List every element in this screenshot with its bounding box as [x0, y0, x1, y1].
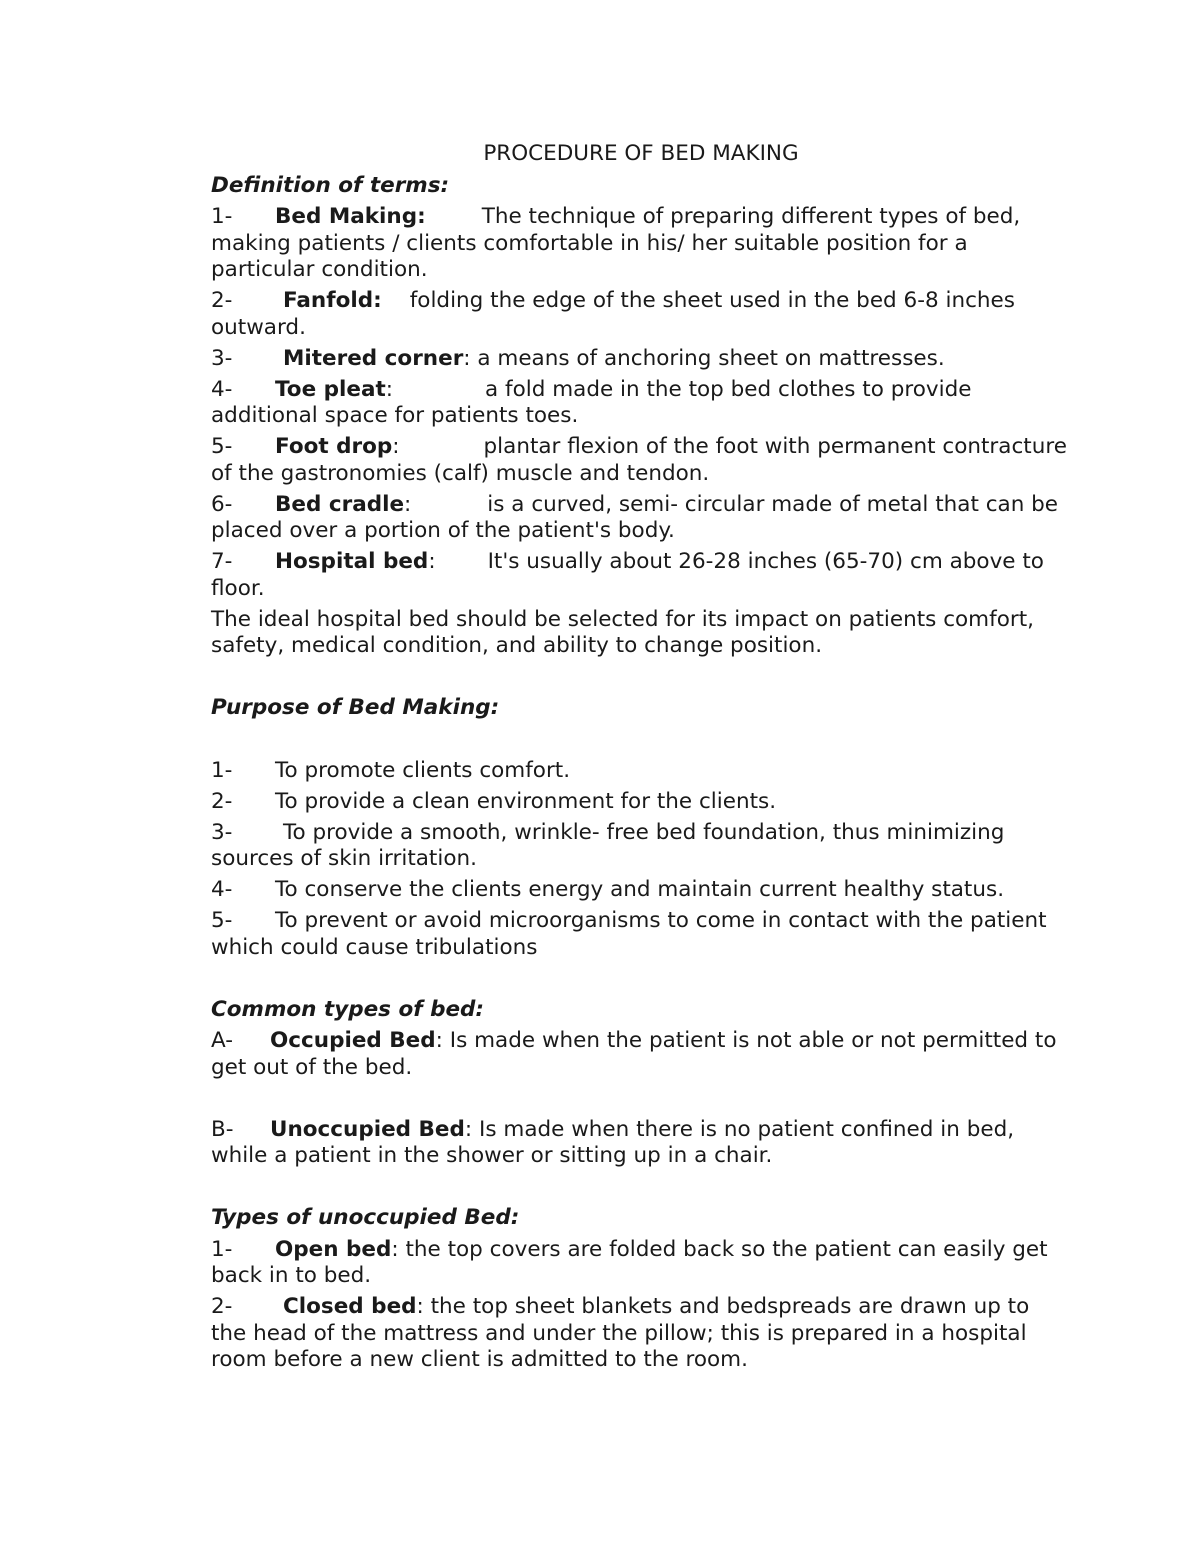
- item-number: 3-: [211, 819, 233, 845]
- unoccupied-type-text: : the top sheet blankets and bedspreads are drawn up to the head of the mattress and under the pillow; this is prepared in a hospital room before a new client is admitted to the room.: [211, 1294, 1030, 1372]
- item-number: 4-: [211, 376, 233, 402]
- definition-item: [211, 204, 1071, 284]
- purpose-text: To conserve the clients energy and maintain current healthy status.: [275, 877, 1005, 902]
- purpose-item: [211, 877, 1071, 904]
- unoccupied-type-term: Open bed: [275, 1236, 392, 1262]
- item-number: 4-: [211, 877, 233, 902]
- definitions-heading: Definition of terms:: [211, 172, 450, 198]
- unoccupied-type-item: [211, 1294, 1071, 1374]
- bed-type-text: : Is made when there is no patient confined in bed, while a patient in the shower or sitting up in a chair.: [211, 1116, 1015, 1168]
- item-number: B-: [211, 1116, 234, 1142]
- definition-term: Mitered corner: [283, 345, 464, 371]
- purpose-text: To prevent or avoid microorganisms to come in contact with the patient which could cause tribulations: [211, 908, 1047, 960]
- definitions-note: The ideal hospital bed should be selected for its impact on patients comfort, safety, medical condition, and ability to change position.: [211, 606, 1034, 658]
- item-number: 1-: [211, 1236, 233, 1262]
- colon: :: [392, 434, 400, 459]
- item-number: 1-: [211, 757, 233, 783]
- purpose-item: [211, 789, 1071, 816]
- colon: :: [404, 491, 412, 517]
- definition-text: It's usually about 26-28 inches (65-70) cm above to floor.: [211, 549, 1044, 601]
- item-number: 5-: [211, 908, 233, 933]
- definition-item: [211, 288, 1071, 341]
- definition-term: Fanfold:: [283, 288, 382, 313]
- definition-term: Toe pleat: [275, 376, 386, 402]
- unoccupied-types-heading: Types of unoccupied Bed:: [211, 1205, 520, 1230]
- purpose-heading: Purpose of Bed Making:: [211, 695, 500, 720]
- purpose-item: [211, 820, 1071, 873]
- common-types-heading: Common types of bed:: [211, 996, 485, 1022]
- purpose-text: To promote clients comfort.: [275, 757, 571, 783]
- purpose-text: To provide a smooth, wrinkle- free bed foundation, thus minimizing sources of skin irritation.: [211, 819, 1005, 871]
- item-number: 2-: [211, 288, 233, 313]
- purpose-item: [211, 758, 1071, 785]
- item-number: A-: [211, 1028, 233, 1053]
- unoccupied-type-term: Closed bed: [283, 1294, 417, 1319]
- bed-type-item: [211, 1117, 1071, 1170]
- item-number: 1-: [211, 204, 233, 229]
- purpose-item: [211, 908, 1071, 961]
- item-number: 6-: [211, 491, 233, 517]
- definition-text: : a means of anchoring sheet on mattresses.: [463, 345, 945, 371]
- item-number: 3-: [211, 345, 233, 371]
- bed-type-text: : Is made when the patient is not able or not permitted to get out of the bed.: [211, 1028, 1057, 1080]
- definition-term: Bed Making:: [275, 204, 426, 229]
- item-number: 2-: [211, 788, 233, 814]
- definition-text: a fold made in the top bed clothes to provide additional space for patients toes.: [211, 376, 972, 428]
- purpose-text: To provide a clean environment for the clients.: [275, 788, 777, 814]
- definition-item: [211, 346, 1071, 373]
- definition-text: is a curved, semi- circular made of metal that can be placed over a portion of the patient's body.: [211, 491, 1059, 543]
- unoccupied-type-item: [211, 1237, 1071, 1290]
- definition-term: Foot drop: [275, 434, 393, 459]
- definition-text: plantar flexion of the foot with permanent contracture of the gastronomies (calf) muscle and tendon.: [211, 434, 1067, 486]
- item-number: 5-: [211, 434, 233, 459]
- document-page: [211, 141, 1071, 1378]
- bed-type-item: [211, 1028, 1071, 1081]
- definition-text: The technique of preparing different types of bed, making patients / clients comfortable in his/ her suitable position for a particular condition.: [211, 204, 1021, 282]
- colon: :: [385, 376, 394, 402]
- definition-item: [211, 377, 1071, 430]
- colon: :: [428, 549, 436, 574]
- definition-term: Hospital bed: [275, 549, 429, 574]
- item-number: 7-: [211, 549, 233, 574]
- bed-type-term: Unoccupied Bed: [270, 1116, 465, 1142]
- definition-term: Bed cradle: [275, 491, 405, 517]
- document-title: PROCEDURE OF BED MAKING: [483, 141, 799, 166]
- definition-text: folding the edge of the sheet used in the bed 6-8 inches outward.: [211, 288, 1015, 340]
- item-number: 2-: [211, 1294, 233, 1319]
- definition-item: [211, 549, 1071, 602]
- bed-type-term: Occupied Bed: [270, 1028, 436, 1053]
- definition-item: [211, 434, 1071, 487]
- unoccupied-type-text: : the top covers are folded back so the patient can easily get back in to bed.: [211, 1236, 1048, 1288]
- definition-item: [211, 492, 1071, 545]
